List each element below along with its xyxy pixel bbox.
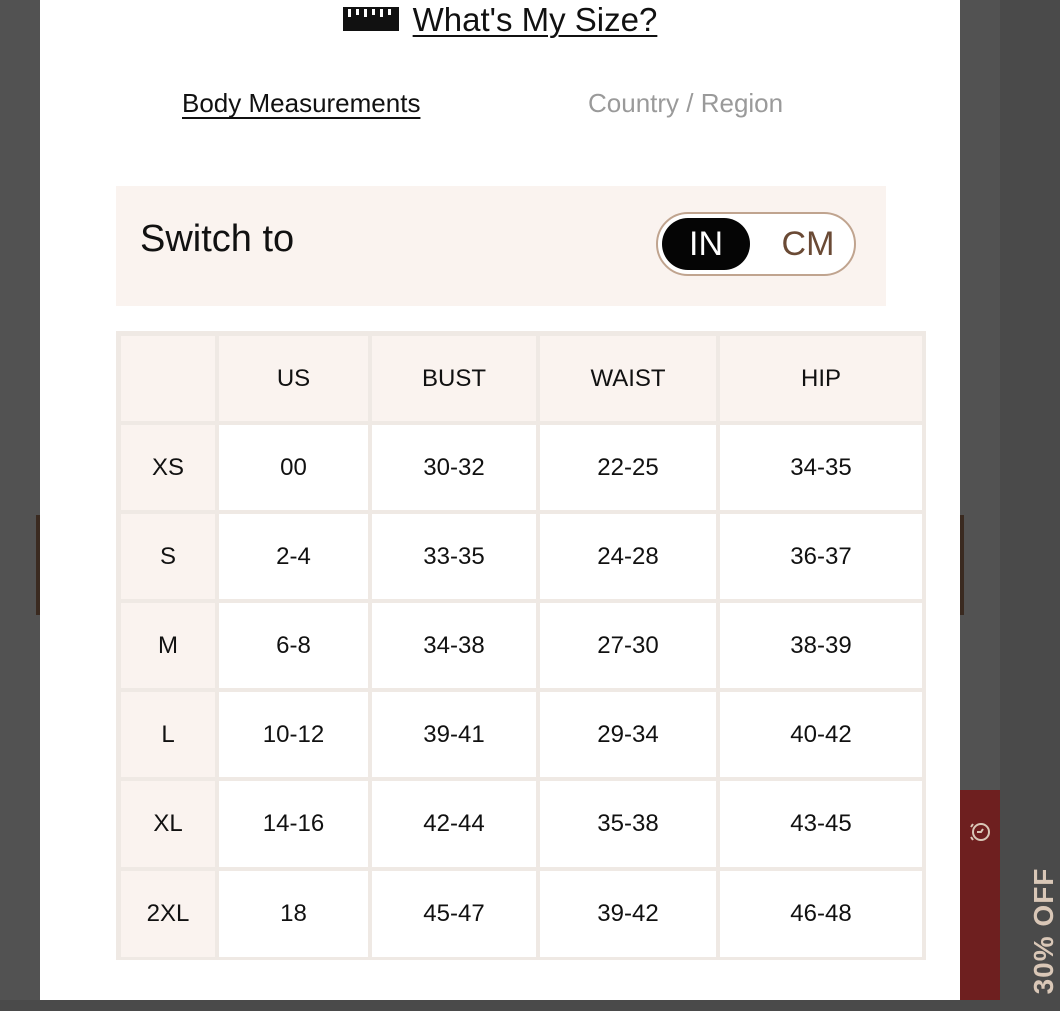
header-cell-waist: WAIST <box>540 336 716 421</box>
size-label-cell: L <box>121 692 215 777</box>
header-cell-hip: HIP <box>720 336 922 421</box>
unit-option-cm[interactable]: CM <box>781 224 835 263</box>
switch-label: Switch to <box>140 218 295 260</box>
size-label-cell: 2XL <box>121 871 215 957</box>
bust-cell: 42-44 <box>372 781 536 867</box>
header-cell-blank <box>121 336 215 421</box>
hip-cell: 40-42 <box>720 692 922 777</box>
waist-cell: 27-30 <box>540 603 716 688</box>
hip-cell: 38-39 <box>720 603 922 688</box>
measurement-tabs <box>40 88 960 124</box>
bust-cell: 39-41 <box>372 692 536 777</box>
us-cell: 14-16 <box>219 781 368 867</box>
bust-cell: 33-35 <box>372 514 536 599</box>
promo-tab[interactable] <box>960 790 1059 1000</box>
us-cell: 6-8 <box>219 603 368 688</box>
unit-toggle[interactable] <box>656 212 856 276</box>
hip-cell: 36-37 <box>720 514 922 599</box>
waist-cell: 24-28 <box>540 514 716 599</box>
bust-cell: 30-32 <box>372 425 536 510</box>
unit-option-in[interactable]: IN <box>662 218 750 270</box>
backdrop-left <box>0 0 40 1000</box>
size-label-cell: M <box>121 603 215 688</box>
us-cell: 10-12 <box>219 692 368 777</box>
backdrop-stripe <box>960 515 964 615</box>
unit-switch-panel <box>116 186 886 306</box>
bust-cell: 45-47 <box>372 871 536 957</box>
size-label-cell: XL <box>121 781 215 867</box>
us-cell: 18 <box>219 871 368 957</box>
tab-body-measurements[interactable]: Body Measurements <box>182 88 421 118</box>
size-guide-modal <box>40 0 960 1000</box>
tab-country-region[interactable]: Country / Region <box>588 88 784 118</box>
modal-header <box>40 0 960 40</box>
size-label-cell: S <box>121 514 215 599</box>
waist-cell: 35-38 <box>540 781 716 867</box>
size-label-cell: XS <box>121 425 215 510</box>
waist-cell: 22-25 <box>540 425 716 510</box>
footnote-text <box>116 988 926 1008</box>
promo-label: 30% OFF <box>1028 867 1059 995</box>
us-cell: 00 <box>219 425 368 510</box>
us-cell: 2-4 <box>219 514 368 599</box>
header-cell-us: US <box>219 336 368 421</box>
alarm-clock-icon <box>968 820 992 844</box>
bust-cell: 34-38 <box>372 603 536 688</box>
waist-cell: 39-42 <box>540 871 716 957</box>
modal-title[interactable]: What's My Size? <box>412 1 658 38</box>
hip-cell: 34-35 <box>720 425 922 510</box>
backdrop-right <box>960 0 1059 1000</box>
header-cell-bust: BUST <box>372 336 536 421</box>
waist-cell: 29-34 <box>540 692 716 777</box>
hip-cell: 46-48 <box>720 871 922 957</box>
hip-cell: 43-45 <box>720 781 922 867</box>
ruler-icon <box>343 7 399 31</box>
size-chart-table <box>116 331 926 960</box>
